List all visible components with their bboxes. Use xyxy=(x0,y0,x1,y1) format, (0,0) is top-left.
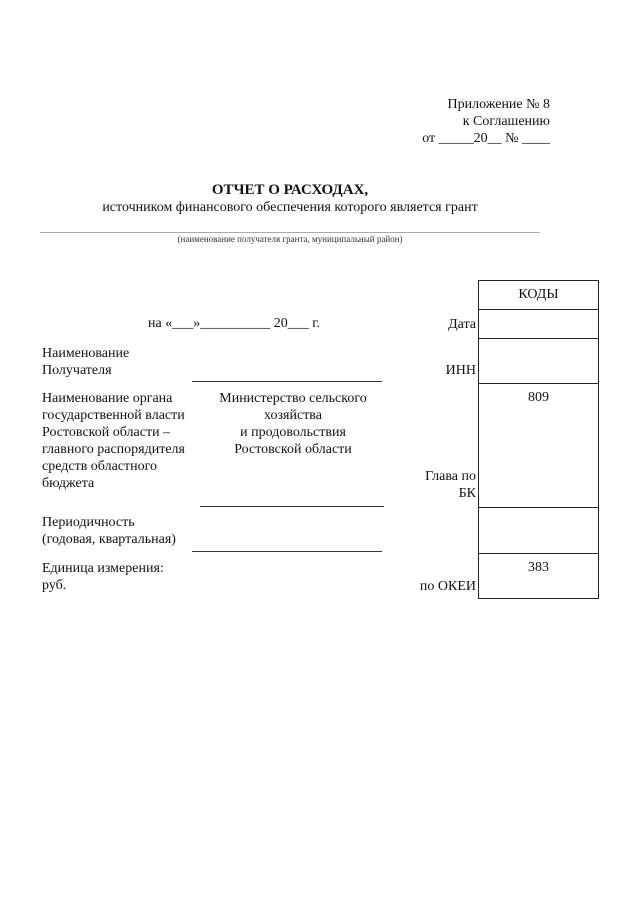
okei-code-label: по ОКЕИ xyxy=(419,579,476,594)
periodicity-label: Периодичность (годовая, квартальная) xyxy=(42,515,176,547)
annex-number: Приложение № 8 xyxy=(447,97,550,112)
recipient-name-caption: (наименование получателя гранта, муниципальный район) xyxy=(177,234,403,244)
inn-code-label: ИНН xyxy=(445,363,476,378)
bk-code-cell: 809 xyxy=(478,383,599,508)
okei-code-cell: 383 xyxy=(478,553,599,599)
date-code-label: Дата xyxy=(448,317,476,332)
recipient-label: Наименование Получателя xyxy=(42,346,130,378)
report-date-line: на «___»__________ 20___ г. xyxy=(148,316,320,331)
report-subtitle: источником финансового обеспечения которого является грант xyxy=(102,200,478,215)
recipient-name-line xyxy=(40,232,540,233)
date-code-cell xyxy=(478,309,599,339)
recipient-field-line xyxy=(192,381,382,382)
periodicity-field-line xyxy=(192,551,382,552)
annex-header xyxy=(380,96,550,147)
annex-date-number: от _____20__ № ____ xyxy=(422,131,550,146)
organ-value: Министерство сельского хозяйства и продовольствия Ростовской области xyxy=(219,391,367,457)
codes-header: КОДЫ xyxy=(478,280,599,310)
annex-reference: к Соглашению xyxy=(462,114,550,129)
organ-label: Наименование органа государственной власти Ростовской области – главного распорядителя средств областного бюджета xyxy=(42,391,185,491)
bk-code-label: Глава по БК xyxy=(425,469,476,501)
organ-field-line xyxy=(200,506,384,507)
period-code-cell xyxy=(478,507,599,554)
report-title: ОТЧЕТ О РАСХОДАХ, xyxy=(211,182,369,198)
unit-label: Единица измерения: руб. xyxy=(42,561,164,593)
inn-code-cell xyxy=(478,338,599,384)
